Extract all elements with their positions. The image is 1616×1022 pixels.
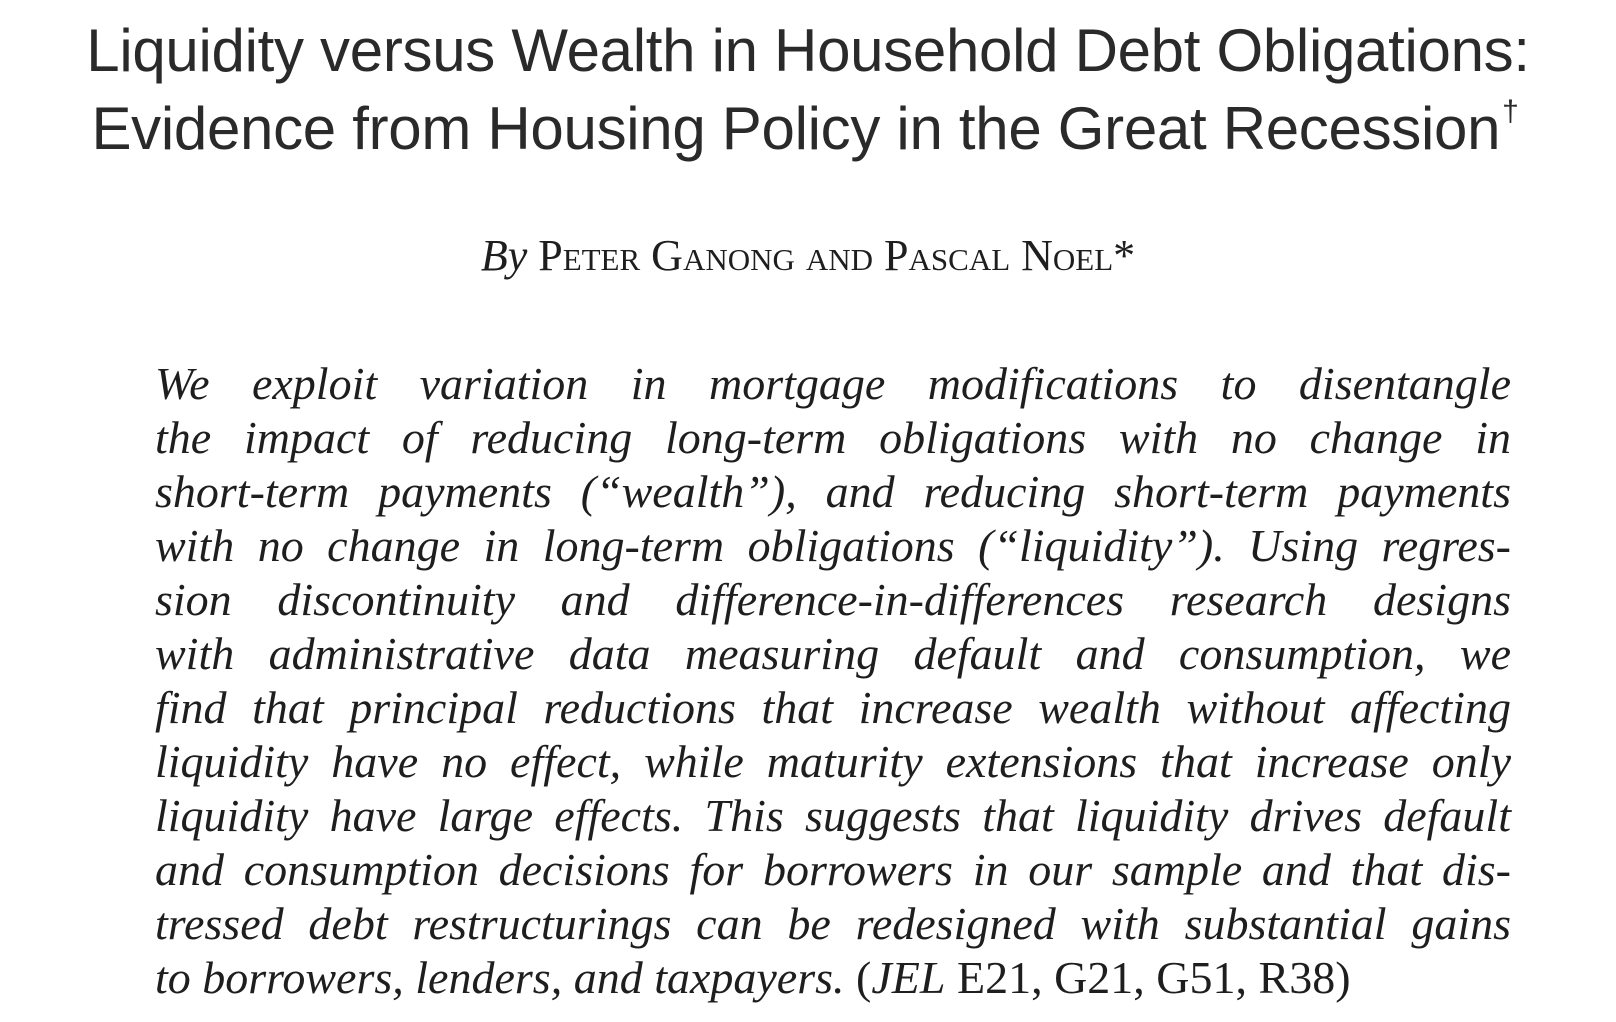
byline-by: By [480,231,528,280]
abstract-line: the impact of reducing long-term obligations with no change in [155,412,1511,463]
abstract-line: sion discontinuity and difference-in-differences research designs [155,574,1511,625]
jel-codes: E21, G21, G51, R38) [945,952,1351,1003]
paper-title-line-2-text: Evidence from Housing Policy in the Great Recession [91,95,1501,162]
author-byline [0,229,1616,283]
abstract-line: liquidity have large effects. This suggests that liquidity drives default [155,790,1511,841]
jel-label: JEL [871,952,946,1003]
abstract-line: and consumption decisions for borrowers in our sample and that dis- [155,844,1511,895]
jel-open-paren: ( [856,952,872,1003]
paper-title-line-1: Liquidity versus Wealth in Household Debt Obligations: [86,17,1530,84]
paper-title-line-2 [0,90,1616,168]
abstract-line: with no change in long-term obligations (“liquidity”). Using regres- [155,520,1511,571]
title-dagger-footnote-mark: † [1502,95,1519,128]
abstract-line: liquidity have no effect, while maturity extensions that increase only [155,736,1511,787]
abstract-line: We exploit variation in mortgage modifications to disentangle [155,358,1511,409]
abstract-line: tressed debt restructurings can be redesigned with substantial gains [155,898,1511,949]
abstract-line: find that principal reductions that increase wealth without affecting [155,682,1511,733]
abstract-last-line-text: to borrowers, lenders, and taxpayers. [155,952,857,1003]
abstract-line: with administrative data measuring default and consumption, we [155,628,1511,679]
byline-authors: Peter Ganong and Pascal Noel* [538,231,1136,280]
abstract [155,357,1511,1005]
abstract-last-line [155,951,1511,1005]
abstract-line: short-term payments (“wealth”), and reducing short-term payments [155,466,1511,517]
paper-title [0,12,1616,168]
